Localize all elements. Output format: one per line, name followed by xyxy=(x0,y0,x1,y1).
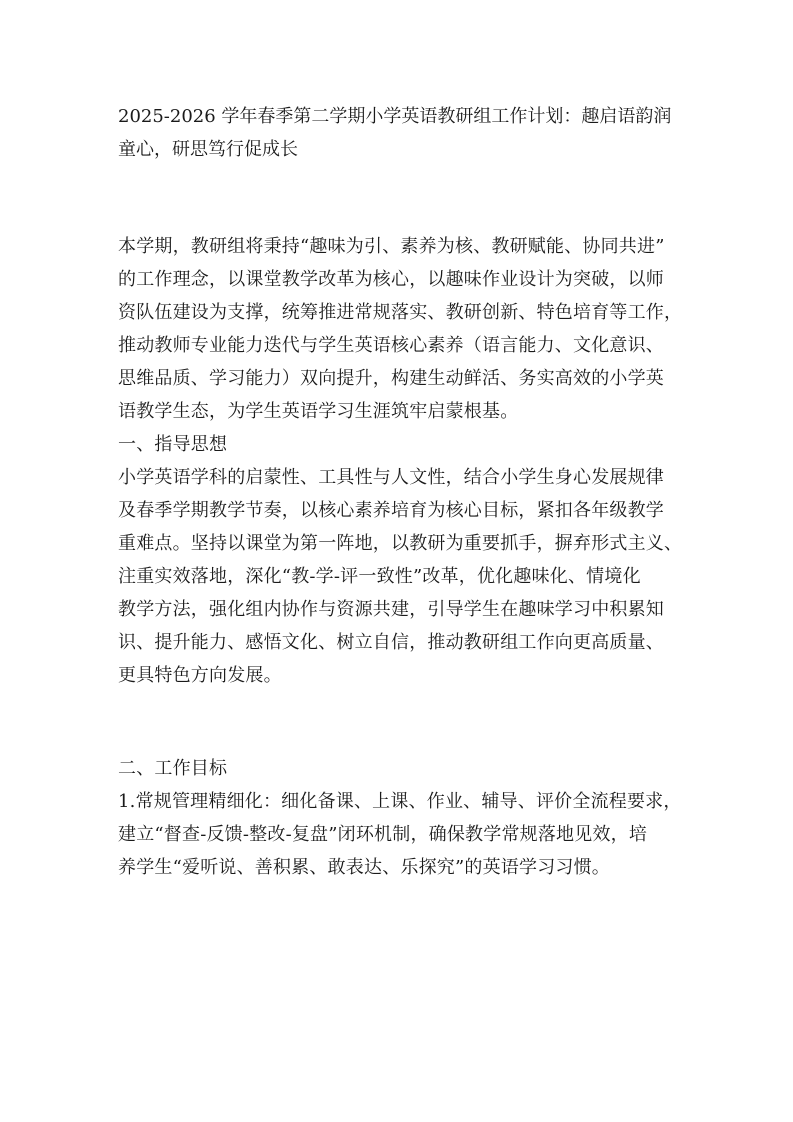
paragraph-line: 识、提升能力、感悟文化、树立自信，推动教研组工作向更高质量、 xyxy=(118,632,664,653)
paragraph-line: 思维品质、学习能力）双向提升，构建生动鲜活、务实高效的小学英 xyxy=(118,368,664,389)
intro-paragraph xyxy=(118,230,683,428)
paragraph-line: 1.常规管理精细化：细化备课、上课、作业、辅导、评价全流程要求， xyxy=(118,791,682,812)
paragraph-line: 小学英语学科的启蒙性、工具性与人文性，结合小学生身心发展规律 xyxy=(118,467,664,488)
document-page xyxy=(118,100,683,884)
paragraph-line: 更具特色方向发展。 xyxy=(118,665,282,686)
section-work-goals xyxy=(118,752,682,884)
paragraph-line: 建立“督查-反馈-整改-复盘”闭环机制，确保教学常规落地见效，培 xyxy=(118,824,648,845)
paragraph-line: 教学方法，强化组内协作与资源共建，引导学生在趣味学习中积累知 xyxy=(118,599,664,620)
paragraph-line: 重难点。坚持以课堂为第一阵地，以教研为重要抓手，摒弃形式主义、 xyxy=(118,533,683,554)
section-heading: 二、工作目标 xyxy=(118,758,228,779)
paragraph-line: 及春季学期教学节奏，以核心素养培育为核心目标，紧扣各年级教学 xyxy=(118,500,664,521)
paragraph-line: 推动教师专业能力迭代与学生英语核心素养（语言能力、文化意识、 xyxy=(118,335,664,356)
paragraph-line: 的工作理念，以课堂教学改革为核心，以趣味作业设计为突破，以师 xyxy=(118,269,664,290)
paragraph-line: 语教学生态，为学生英语学习生涯筑牢启蒙根基。 xyxy=(118,401,519,422)
section-heading: 一、指导思想 xyxy=(118,434,228,455)
document-title xyxy=(118,100,678,166)
paragraph-line: 注重实效落地，深化“教-学-评一致性”改革，优化趣味化、情境化 xyxy=(118,566,641,587)
section-guiding-ideology xyxy=(118,428,683,692)
paragraph-line: 本学期，教研组将秉持“趣味为引、素养为核、教研赋能、协同共进” xyxy=(118,236,665,257)
title-line: 童心，研思笃行促成长 xyxy=(118,139,298,160)
paragraph-line: 资队伍建设为支撑，统筹推进常规落实、教研创新、特色培育等工作， xyxy=(118,302,683,323)
paragraph-line: 养学生“爱听说、善积累、敢表达、乐探究”的英语学习习惯。 xyxy=(118,857,611,878)
title-line: 2025-2026 学年春季第二学期小学英语教研组工作计划：趣启语韵润 xyxy=(118,106,672,127)
